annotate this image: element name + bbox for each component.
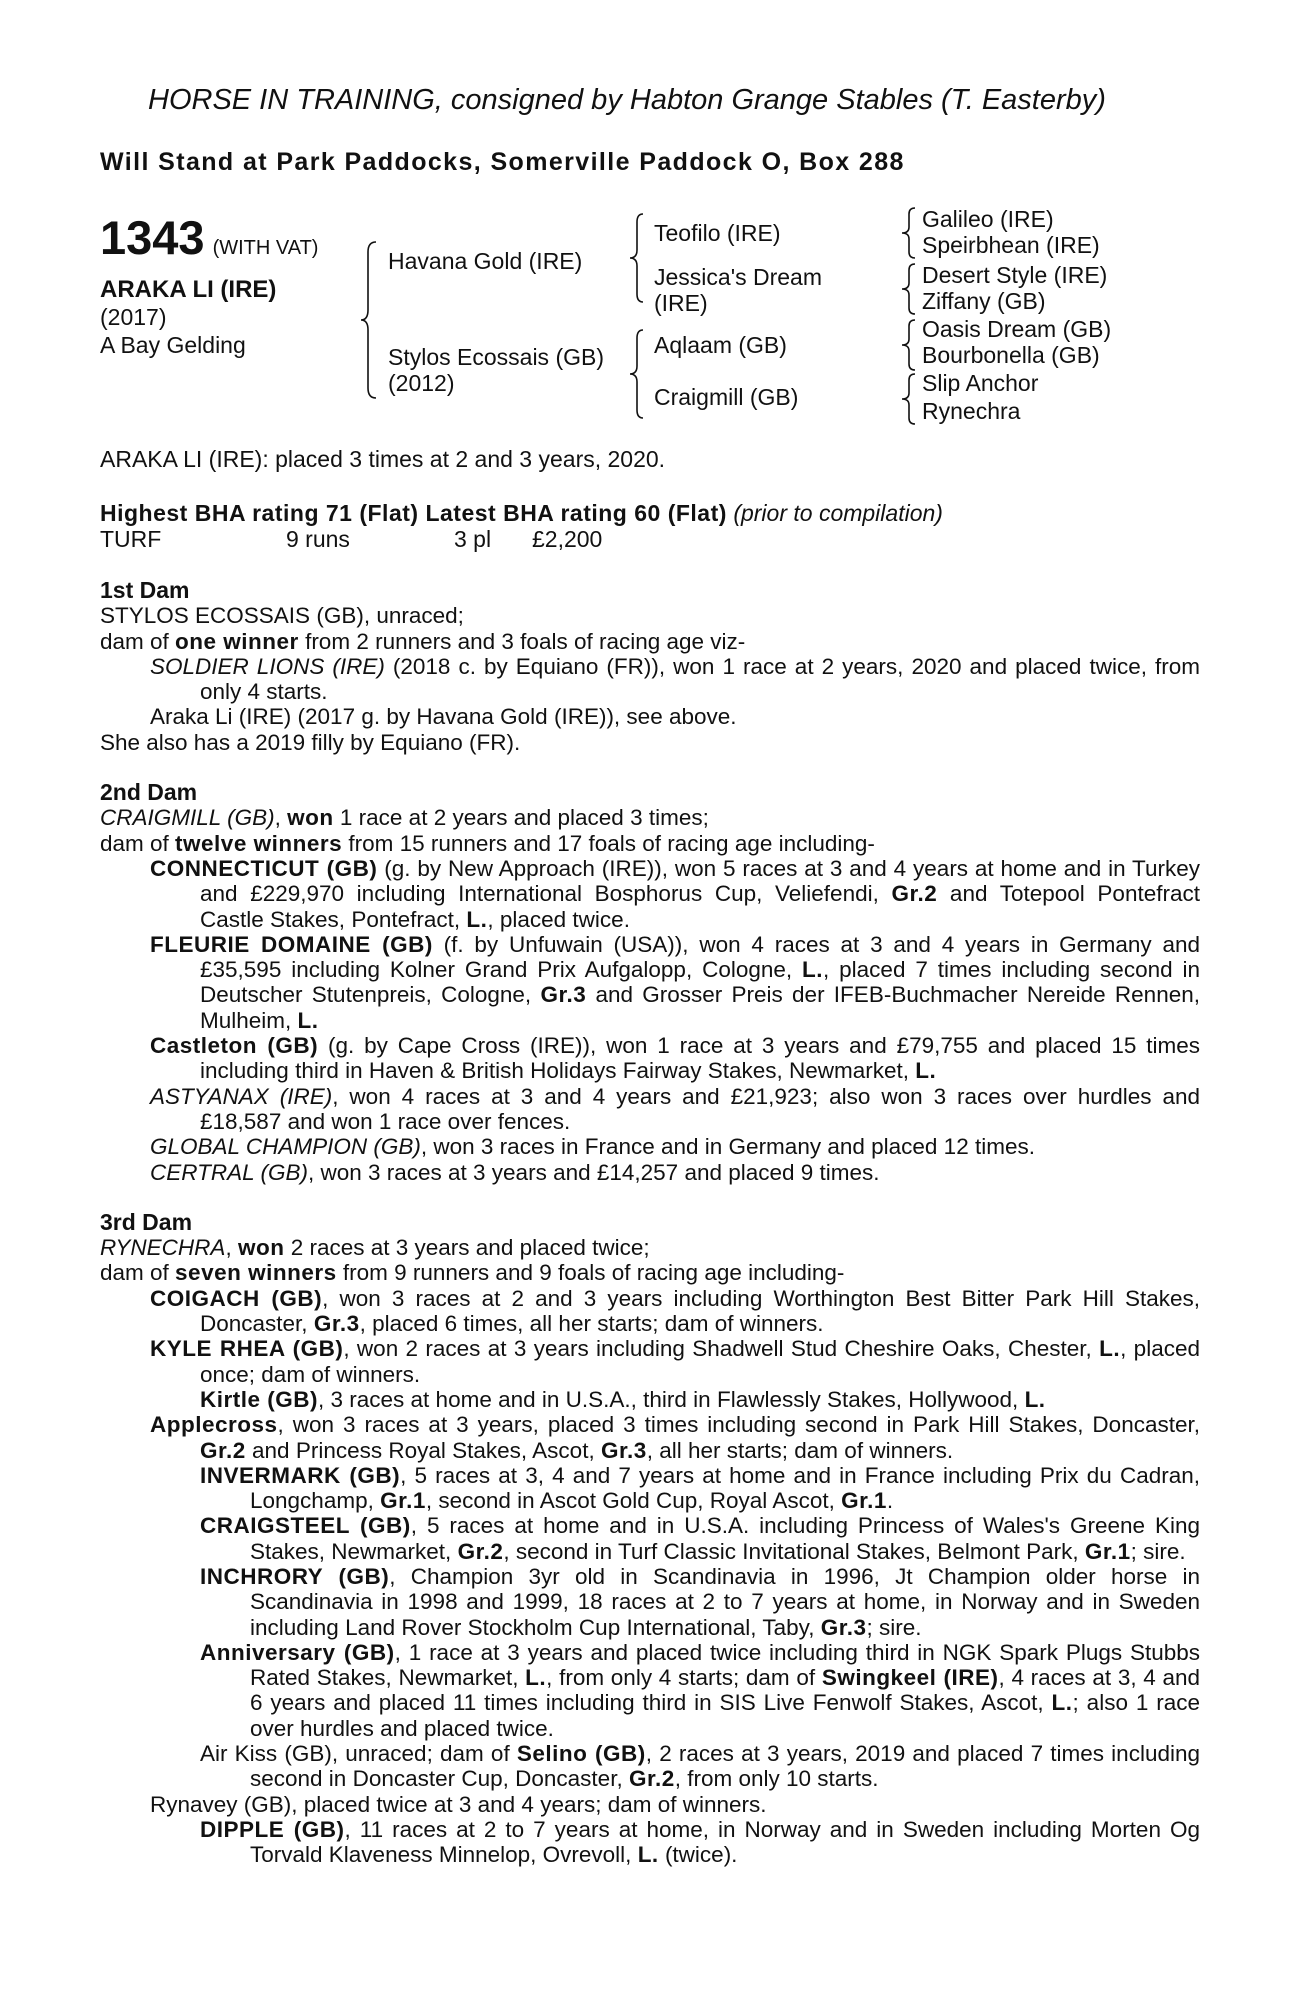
first-dam-line: STYLOS ECOSSAIS (GB), unraced; (100, 603, 464, 629)
second-dam-heading: 2nd Dam (100, 779, 198, 806)
pedigree-dss: Oasis Dream (GB) (922, 316, 1112, 342)
entry-name: Kirtle (GB) (200, 1386, 318, 1412)
lot-number (100, 210, 318, 265)
pedigree-brace-g3 (900, 318, 918, 372)
text: from 15 runners and 17 foals of racing age including- (342, 830, 875, 856)
emphasis: one winner (175, 628, 299, 654)
pedigree-brace-g1 (900, 206, 918, 260)
third-dam-entry: Rynavey (GB), placed twice at 3 and 4 years; dam of winners. (150, 1791, 767, 1817)
horse-description: A Bay Gelding (100, 332, 246, 358)
entry-text: ; sire. (1130, 1538, 1186, 1564)
pedigree-brace-main (358, 240, 380, 400)
grade: L. (1099, 1336, 1121, 1362)
bha-rating-note: (prior to compilation) (733, 500, 943, 526)
grade: Gr.1 (841, 1488, 887, 1514)
grade: Gr.1 (380, 1488, 426, 1514)
bha-rating-text: Highest BHA rating 71 (Flat) Latest BHA rating 60 (Flat) (100, 500, 727, 526)
grade: L. (466, 906, 488, 932)
third-dam-line (100, 1235, 1200, 1260)
turf-label: TURF (100, 526, 162, 552)
horse-name: ARAKA LI (IRE) (100, 276, 277, 303)
first-dam-entry (100, 654, 1200, 705)
race-summary: ARAKA LI (IRE): placed 3 times at 2 and 3 years, 2020. (100, 446, 666, 472)
second-dam-entry (100, 1160, 1200, 1185)
third-dam-grand-entry (100, 1640, 1200, 1741)
entry-name: CONNECTICUT (GB) (150, 855, 378, 881)
turf-record (100, 526, 602, 553)
entry-text: , 5 races at home and in U.S.A. including Princess of Wales's Greene King Stakes, Newmarket, (250, 1513, 1200, 1564)
entry-text: , won 3 races at 2 and 3 years including Worthington Best Bitter Park Hill Stakes, Doncaster, (200, 1285, 1200, 1337)
pedigree-sire-dam-suffix: (IRE) (654, 290, 708, 316)
entry-name: SOLDIER LIONS (IRE) (150, 653, 385, 679)
entry-text: , 1 race at 3 years and placed twice including third in NGK Spark Plugs Stubbs Rated Stakes, Newmarket, (250, 1639, 1200, 1691)
text: 2 races at 3 years and placed twice; (284, 1235, 650, 1261)
pedigree-sss: Galileo (IRE) (922, 206, 1054, 232)
pedigree-dam-year: (2012) (388, 370, 455, 396)
entry-text: , 4 races at 3, 4 and 6 years and placed 11 times including third in SIS Live Fenwolf Stakes, Ascot, (250, 1665, 1201, 1716)
grade: Gr.2 (200, 1437, 246, 1463)
stand-location: Will Stand at Park Paddocks, Somerville Paddock O, Box 288 (100, 148, 905, 176)
pedigree-dam-sire: Aqlaam (GB) (654, 332, 787, 358)
entry-text: and Princess Royal Stakes, Ascot, (245, 1437, 601, 1463)
entry-name: FLEURIE DOMAINE (GB) (150, 931, 433, 957)
pedigree-sire-dam: Jessica's Dream (654, 264, 822, 290)
third-dam-produce (100, 1260, 1200, 1285)
grade: L. (525, 1665, 547, 1691)
entry-text: , placed 7 times including second in Deutscher Stutenpreis, Cologne, (200, 957, 1200, 1008)
third-dam-entry (100, 1336, 1200, 1387)
entry-text: , won 3 races in France and in Germany and placed 12 times. (420, 1134, 1035, 1160)
entry-text: ; sire. (866, 1614, 922, 1640)
entry-text: , placed once; dam of winners. (200, 1336, 1200, 1387)
entry-text: . (886, 1488, 894, 1514)
emphasis: won (237, 1235, 285, 1261)
third-dam-entry (100, 1286, 1200, 1337)
entry-text: (2018 c. by Equiano (FR)), won 1 race at 2 years, 2020 and placed twice, from only 4 starts. (200, 653, 1200, 705)
turf-runs: 9 runs (286, 526, 350, 552)
entry-name: CRAIGSTEEL (GB) (200, 1513, 411, 1539)
text: dam of (100, 1260, 176, 1286)
entry-name: INVERMARK (GB) (200, 1462, 401, 1488)
pedigree-dam-dam: Craigmill (GB) (654, 384, 799, 410)
text: , (225, 1235, 238, 1261)
pedigree-dam: Stylos Ecossais (GB) (388, 344, 604, 370)
turf-placed: 3 pl (454, 526, 492, 552)
entry-name: Selino (GB) (516, 1741, 646, 1767)
pedigree-ddd: Rynechra (922, 398, 1021, 424)
entry-text: , placed 6 times, all her starts; dam of winners. (359, 1311, 824, 1337)
third-dam-grand-entry (100, 1387, 1200, 1412)
third-dam-grand-entry (100, 1463, 1200, 1514)
entry-text: , all her starts; dam of winners. (646, 1437, 954, 1463)
entry-text: (g. by New Approach (IRE)), won 5 races at 3 and 4 years at home and in Turkey and £229,970 including International Bosphorus Cup, Veliefendi, (200, 855, 1200, 907)
pedigree-sds: Desert Style (IRE) (922, 262, 1108, 288)
third-dam-grand-entry (100, 1513, 1200, 1564)
text: from 2 runners and 3 foals of racing age viz- (298, 628, 746, 654)
second-dam-entry (100, 1134, 1200, 1159)
grade: L. (1051, 1690, 1073, 1716)
grade: L. (637, 1842, 659, 1868)
second-dam-produce (100, 831, 1200, 856)
first-dam-heading: 1st Dam (100, 577, 190, 603)
grade: Gr.2 (457, 1538, 504, 1564)
entry-text: , from only 10 starts. (674, 1766, 879, 1792)
grade: L. (802, 957, 824, 983)
dam-name: RYNECHRA (100, 1235, 226, 1261)
first-dam-entry: Araka Li (IRE) (2017 g. by Havana Gold (IRE)), see above. (150, 704, 737, 730)
entry-text: , second in Turf Classic Invitational Stakes, Belmont Park, (503, 1538, 1085, 1564)
entry-text: Air Kiss (GB), unraced; dam of (200, 1741, 517, 1767)
dam-name: CRAIGMILL (GB) (100, 805, 275, 831)
entry-name: Applecross (150, 1412, 278, 1438)
consignor-header: HORSE IN TRAINING, consigned by Habton Grange Stables (T. Easterby) (148, 84, 1106, 116)
entry-text: , placed twice. (487, 906, 630, 932)
emphasis: seven winners (175, 1260, 337, 1286)
grade: Gr.1 (1084, 1538, 1131, 1564)
pedigree-dsd: Bourbonella (GB) (922, 342, 1100, 368)
entry-text: , 5 races at 3, 4 and 7 years at home and in France including Prix du Cadran, Longchamp, (250, 1462, 1200, 1514)
grade: Gr.2 (891, 881, 938, 907)
third-dam-heading: 3rd Dam (100, 1208, 193, 1235)
entry-text: ; also 1 race over hurdles and placed twice. (250, 1690, 1200, 1741)
entry-name: CERTRAL (GB) (150, 1159, 308, 1185)
entry-name: DIPPLE (GB) (200, 1816, 345, 1842)
text: , (274, 805, 288, 831)
emphasis: twelve winners (175, 830, 343, 856)
text: 1 race at 2 years and placed 3 times; (333, 805, 709, 831)
grade: L. (1024, 1386, 1046, 1412)
second-dam-entry (100, 1084, 1200, 1135)
pedigree-ssd: Speirbhean (IRE) (922, 232, 1100, 258)
lot-number-value: 1343 (100, 211, 205, 264)
second-dam-line (100, 805, 1200, 830)
entry-text: (twice). (658, 1842, 738, 1868)
entry-name: GLOBAL CHAMPION (GB) (150, 1134, 421, 1160)
third-dam-grand-entry (100, 1564, 1200, 1640)
grade: Gr.3 (313, 1311, 360, 1337)
turf-prize: £2,200 (532, 526, 603, 552)
text: dam of (100, 830, 176, 856)
entry-text: , 3 races at home and in U.S.A., third in Flawlessly Stakes, Hollywood, (318, 1386, 1025, 1412)
emphasis: won (287, 805, 334, 831)
pedigree-sdd: Ziffany (GB) (922, 288, 1046, 314)
pedigree-brace-dam (628, 328, 646, 420)
entry-name: Anniversary (GB) (200, 1639, 395, 1665)
vat-note: (WITH VAT) (212, 237, 319, 259)
grade: L. (297, 1007, 319, 1033)
entry-name: ASTYANAX (IRE) (150, 1083, 333, 1109)
third-dam-entry (100, 1412, 1200, 1463)
entry-text: , from only 4 starts; dam of (546, 1665, 822, 1691)
entry-text: , won 3 races at 3 years and £14,257 and placed 9 times. (307, 1159, 880, 1185)
entry-text: , Champion 3yr old in Scandinavia in 1996, Jt Champion older horse in Scandinavia in 1998 and 1999, 18 races at 2 to 7 years at home, in Norway and in Sweden including Land Rover Stockholm Cup International, Taby, (250, 1563, 1201, 1640)
entry-text: , won 2 races at 3 years including Shadwell Stud Cheshire Oaks, Chester, (343, 1336, 1100, 1362)
text: dam of (100, 628, 176, 654)
pedigree-dds: Slip Anchor (922, 370, 1039, 396)
first-dam-produce (100, 629, 1200, 654)
text: from 9 runners and 9 foals of racing age including- (336, 1260, 845, 1286)
pedigree-sire: Havana Gold (IRE) (388, 248, 583, 274)
pedigree-brace-g4 (900, 372, 918, 426)
grade: Gr.3 (600, 1437, 647, 1463)
first-dam-foal-note: She also has a 2019 filly by Equiano (FR). (100, 729, 521, 755)
dam-section-1 (100, 578, 1200, 1868)
grade: L. (915, 1058, 937, 1084)
second-dam-entry (100, 856, 1200, 932)
entry-text: (f. by Unfuwain (USA)), won 4 races at 3 and 4 years in Germany and £35,595 including Kolner Grand Prix Aufgalopp, Cologne, (200, 931, 1200, 983)
entry-text: , second in Ascot Gold Cup, Royal Ascot, (425, 1488, 842, 1514)
third-dam-grand-entry (100, 1741, 1200, 1792)
entry-text: , won 3 races at 3 years, placed 3 times including second in Park Hill Stakes, Doncaster, (277, 1412, 1200, 1438)
entry-name: INCHRORY (GB) (200, 1563, 390, 1589)
entry-text: , won 4 races at 3 and 4 years and £21,923; also won 3 races over hurdles and £18,587 and won 1 race over fences. (200, 1083, 1200, 1134)
second-dam-entry (100, 932, 1200, 1033)
grade: Gr.3 (540, 982, 587, 1008)
second-dam-entry (100, 1033, 1200, 1084)
grade: Gr.2 (628, 1766, 675, 1792)
horse-year: (2017) (100, 304, 167, 330)
entry-name: Swingkeel (IRE) (821, 1665, 999, 1691)
entry-text: , 2 races at 3 years, 2019 and placed 7 times including second in Doncaster Cup, Doncaster, (250, 1741, 1200, 1792)
pedigree-sire-sire: Teofilo (IRE) (654, 220, 781, 246)
entry-text: (g. by Cape Cross (IRE)), won 1 race at 3 years and £79,755 and placed 15 times including third in Haven & British Holidays Fairway Stakes, Newmarket, (200, 1033, 1200, 1084)
pedigree-brace-g2 (900, 262, 918, 316)
entry-name: COIGACH (GB) (150, 1285, 323, 1311)
pedigree-brace-sire (628, 212, 646, 304)
entry-text: and Grosser Preis der IFEB-Buchmacher Nereide Rennen, Mulheim, (200, 982, 1200, 1033)
bha-rating (100, 500, 943, 527)
entry-text: , 11 races at 2 to 7 years at home, in Norway and in Sweden including Morten Og Torvald Klaveness Minnelop, Ovrevoll, (250, 1816, 1200, 1868)
entry-name: Castleton (GB) (150, 1033, 319, 1059)
grade: Gr.3 (820, 1614, 867, 1640)
entry-name: KYLE RHEA (GB) (150, 1336, 344, 1362)
third-dam-grand-entry (100, 1817, 1200, 1868)
entry-text: and Totepool Pontefract Castle Stakes, Pontefract, (200, 881, 1200, 932)
